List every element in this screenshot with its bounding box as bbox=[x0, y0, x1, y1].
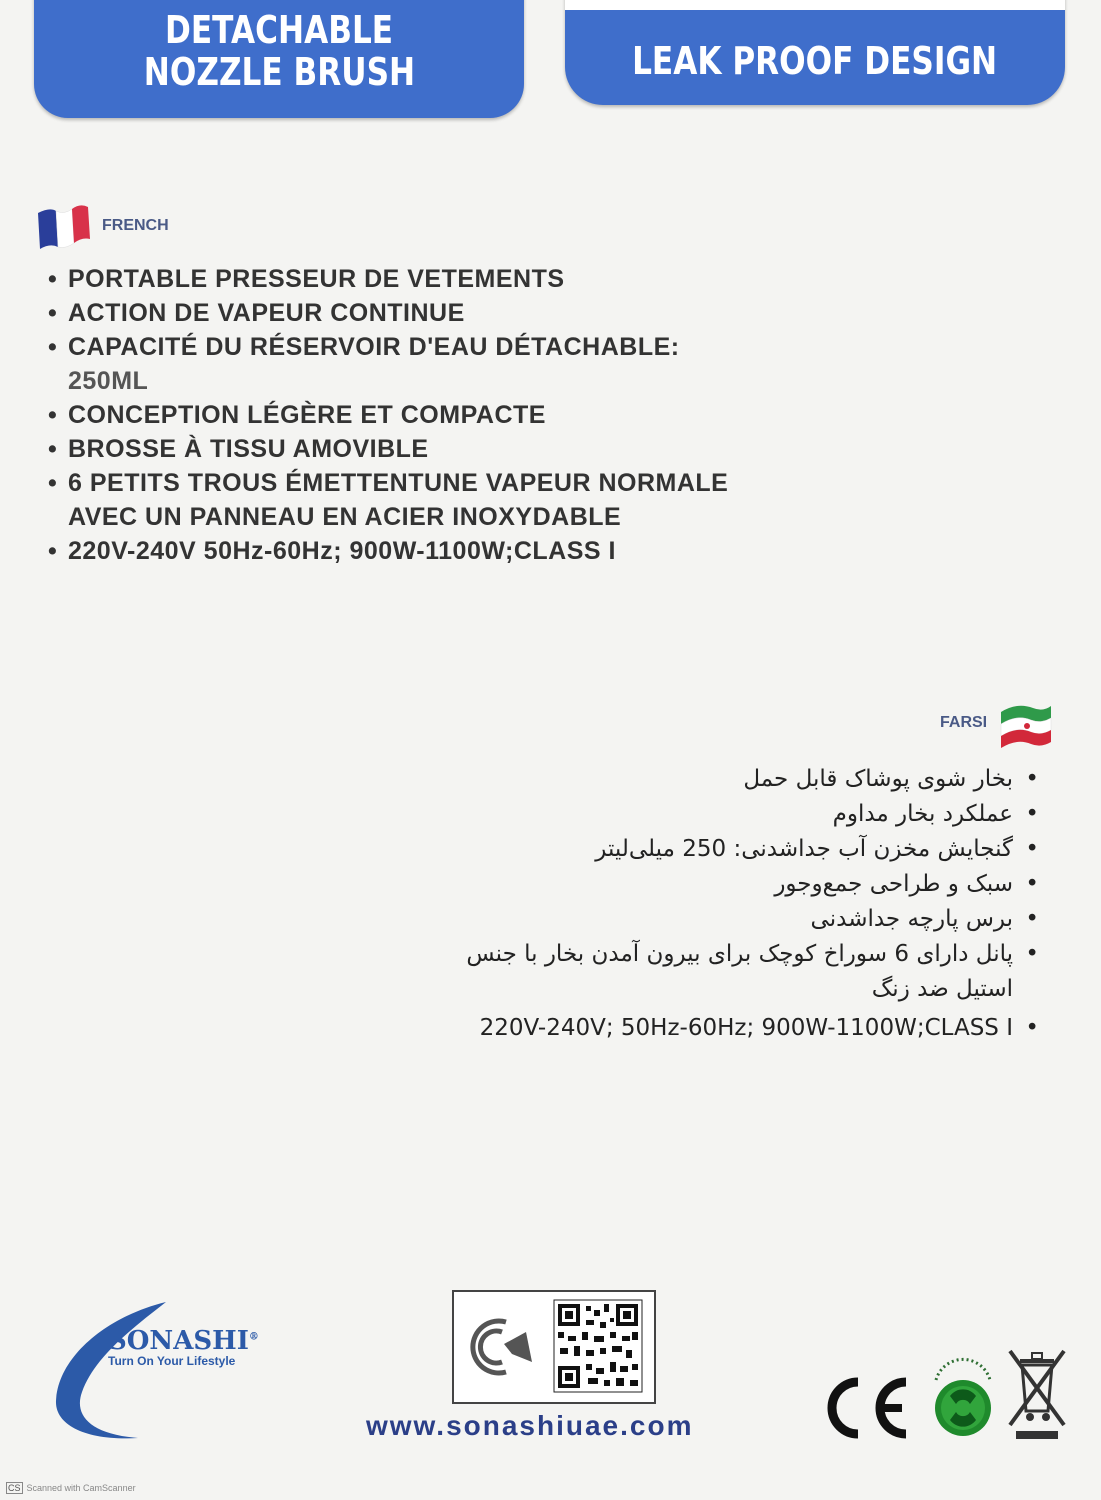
brand-name: SONASHI bbox=[108, 1326, 249, 1356]
list-item: • 6 PETITS TROUS ÉMETTENTUNE VAPEUR NORMALE AVEC UN PANNEAU EN ACIER INOXYDABLE bbox=[48, 466, 808, 534]
green-dot-icon bbox=[928, 1356, 998, 1442]
france-flag-icon bbox=[36, 203, 92, 249]
banner-left-line1: DETACHABLE bbox=[164, 8, 394, 52]
crossed-bin-icon bbox=[1004, 1345, 1070, 1443]
banner-right-text: LEAK PROOF DESIGN bbox=[632, 39, 998, 83]
ce-mark bbox=[822, 1374, 912, 1447]
iran-flag-icon bbox=[997, 698, 1055, 748]
list-item: • BROSSE À TISSU AMOVIBLE bbox=[48, 432, 808, 466]
list-item: • عملکرد بخار مداوم bbox=[399, 797, 1039, 832]
french-label: FRENCH bbox=[102, 217, 169, 234]
farsi-label: FARSI bbox=[940, 714, 988, 731]
banner-leak-proof-design bbox=[565, 0, 1065, 105]
list-item: • سبک و طراحی جمع‌وجور bbox=[399, 867, 1039, 902]
scanner-badge: CS bbox=[8, 1483, 21, 1493]
brand-tagline: Turn On Your Lifestyle bbox=[108, 1354, 236, 1368]
list-item: • برس پارچه جداشدنی bbox=[399, 902, 1039, 937]
farsi-heading bbox=[940, 698, 1055, 748]
list-item: • بخار شوی پوشاک قابل حمل bbox=[399, 762, 1039, 797]
scanner-text: Scanned with CamScanner bbox=[26, 1483, 136, 1493]
sonashi-logo bbox=[48, 1296, 278, 1446]
list-item: • 220V-240V; 50Hz-60Hz; 900W-1100W;CLASS I bbox=[399, 1011, 1039, 1046]
qr-code-box bbox=[452, 1290, 656, 1404]
scanner-watermark bbox=[6, 1482, 136, 1494]
farsi-feature-list bbox=[399, 762, 1039, 1046]
banner-left-line2: NOZZLE BRUSH bbox=[143, 50, 415, 94]
logo-swoosh-icon bbox=[48, 1296, 278, 1446]
list-item: • CONCEPTION LÉGÈRE ET COMPACTE bbox=[48, 398, 808, 432]
ce-mark-icon bbox=[822, 1374, 912, 1442]
list-item: • 220V-240V 50Hz-60Hz; 900W-1100W;CLASS I bbox=[48, 534, 808, 568]
green-dot-mark bbox=[928, 1356, 998, 1447]
website-url: www.sonashiuae.com bbox=[366, 1410, 694, 1441]
list-item: • ACTION DE VAPEUR CONTINUE bbox=[48, 296, 808, 330]
banner-detachable-nozzle-brush bbox=[34, 0, 524, 118]
list-item: • PORTABLE PRESSEUR DE VETEMENTS bbox=[48, 262, 808, 296]
weee-bin-mark bbox=[1004, 1345, 1070, 1448]
qr-code-icon bbox=[454, 1292, 654, 1402]
logo-text: SONASHI® Turn On Your Lifestyle bbox=[108, 1326, 259, 1368]
french-feature-list bbox=[48, 262, 808, 568]
list-item: • CAPACITÉ DU RÉSERVOIR D'EAU DÉTACHABLE: 250ML bbox=[48, 330, 808, 398]
list-item: • گنجایش مخزن آب جداشدنی: 250 میلی‌لیتر bbox=[399, 832, 1039, 867]
french-heading bbox=[36, 203, 169, 249]
list-item: • پانل دارای 6 سوراخ کوچک برای بیرون آمدن بخار با جنس استیل ضد زنگ bbox=[399, 937, 1039, 1007]
banner-right-strip bbox=[565, 0, 1065, 10]
